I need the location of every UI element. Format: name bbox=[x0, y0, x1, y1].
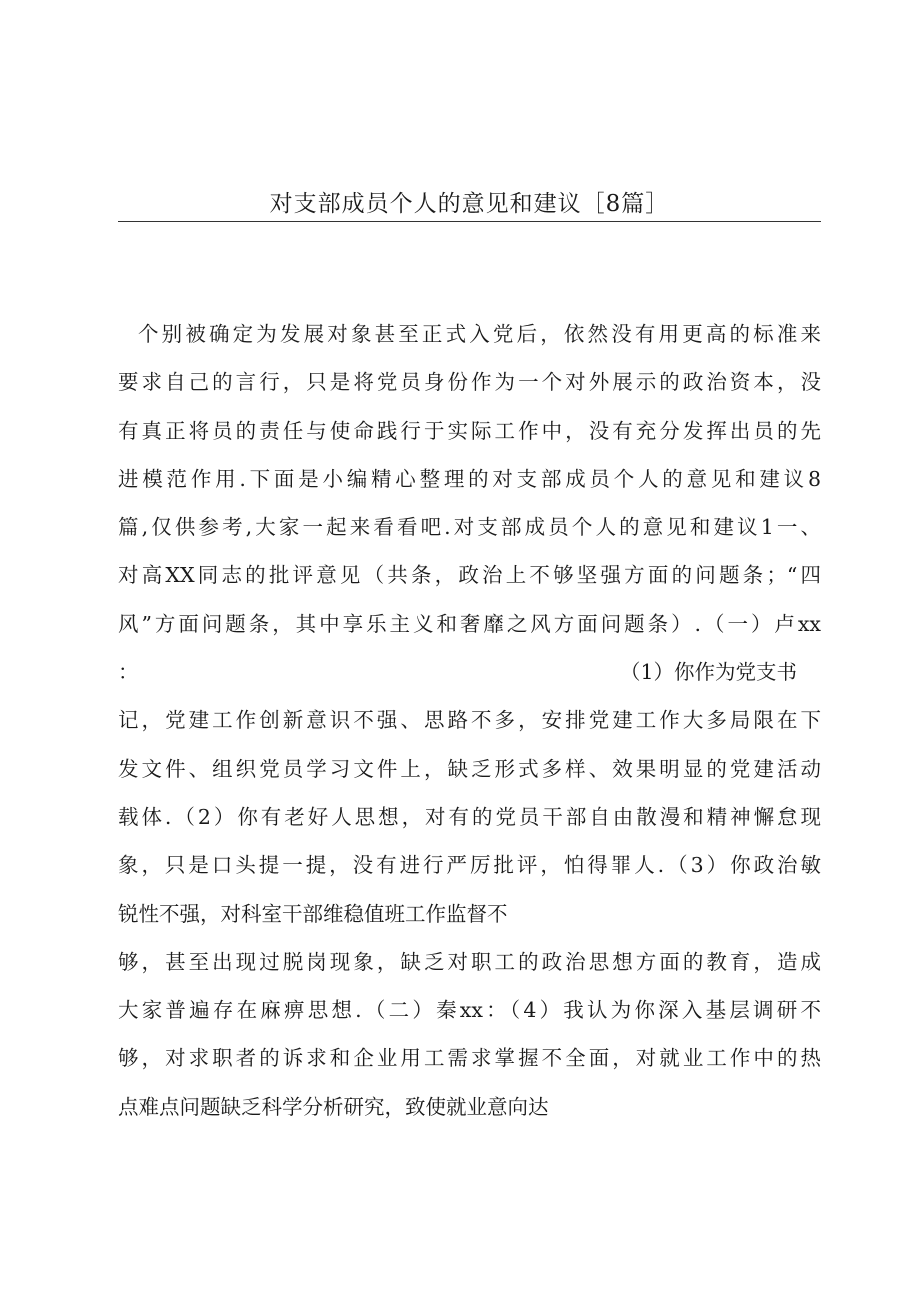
body-line: 要求自己的言行，只是将党员身份作为一个对外展示的政治资本，没 bbox=[118, 370, 821, 395]
body-line: 锐性不强，对科室干部维稳值班工作监督不 bbox=[118, 901, 508, 926]
body-line-split bbox=[118, 653, 821, 701]
body-line: 有真正将员的责任与使命践行于实际工作中，没有充分发挥出员的先 bbox=[118, 418, 821, 443]
body-line: 载体.（2）你有老好人思想，对有的党员干部自由散漫和精神懈怠现 bbox=[118, 804, 821, 829]
document-title: 对支部成员个人的意见和建议［8篇］ bbox=[269, 191, 670, 217]
body-line: 点难点问题缺乏科学分析研究，致使就业意向达 bbox=[118, 1094, 549, 1119]
body-line: 大家普遍存在麻痹思想.（二）秦xx：（4）我认为你深入基层调研不 bbox=[118, 998, 821, 1023]
body-line: 个别被确定为发展对象甚至正式入党后，依然没有用更高的标准来 bbox=[138, 322, 821, 346]
document-body bbox=[118, 315, 821, 1136]
body-line-fragment: （1）你作为党支书 bbox=[619, 660, 797, 685]
body-line: 风”方面问题条，其中享乐主义和奢靡之风方面问题条）.（一）卢xx bbox=[118, 611, 821, 636]
body-line: 进模范作用.下面是小编精心整理的对支部成员个人的意见和建议8 bbox=[118, 466, 821, 491]
body-line: 记，党建工作创新意识不强、思路不多，安排党建工作大多局限在下 bbox=[118, 708, 821, 733]
body-line: 对高XX同志的批评意见（共条，政治上不够坚强方面的问题条；“四 bbox=[118, 563, 821, 588]
body-line: 发文件、组织党员学习文件上，缺乏形式多样、效果明显的党建活动 bbox=[118, 756, 821, 781]
body-line: 象，只是口头提一提，没有进行严厉批评，怕得罪人.（3）你政治敏 bbox=[118, 853, 821, 878]
body-line: 篇,仅供参考,大家一起来看看吧.对支部成员个人的意见和建议1一、 bbox=[118, 515, 821, 540]
body-line-fragment: ： bbox=[118, 660, 139, 685]
title-underline bbox=[118, 221, 821, 222]
body-line: 够，甚至出现过脱岗现象，缺乏对职工的政治思想方面的教育，造成 bbox=[118, 949, 821, 974]
body-line: 够，对求职者的诉求和企业用工需求掌握不全面，对就业工作中的热 bbox=[118, 1046, 821, 1071]
